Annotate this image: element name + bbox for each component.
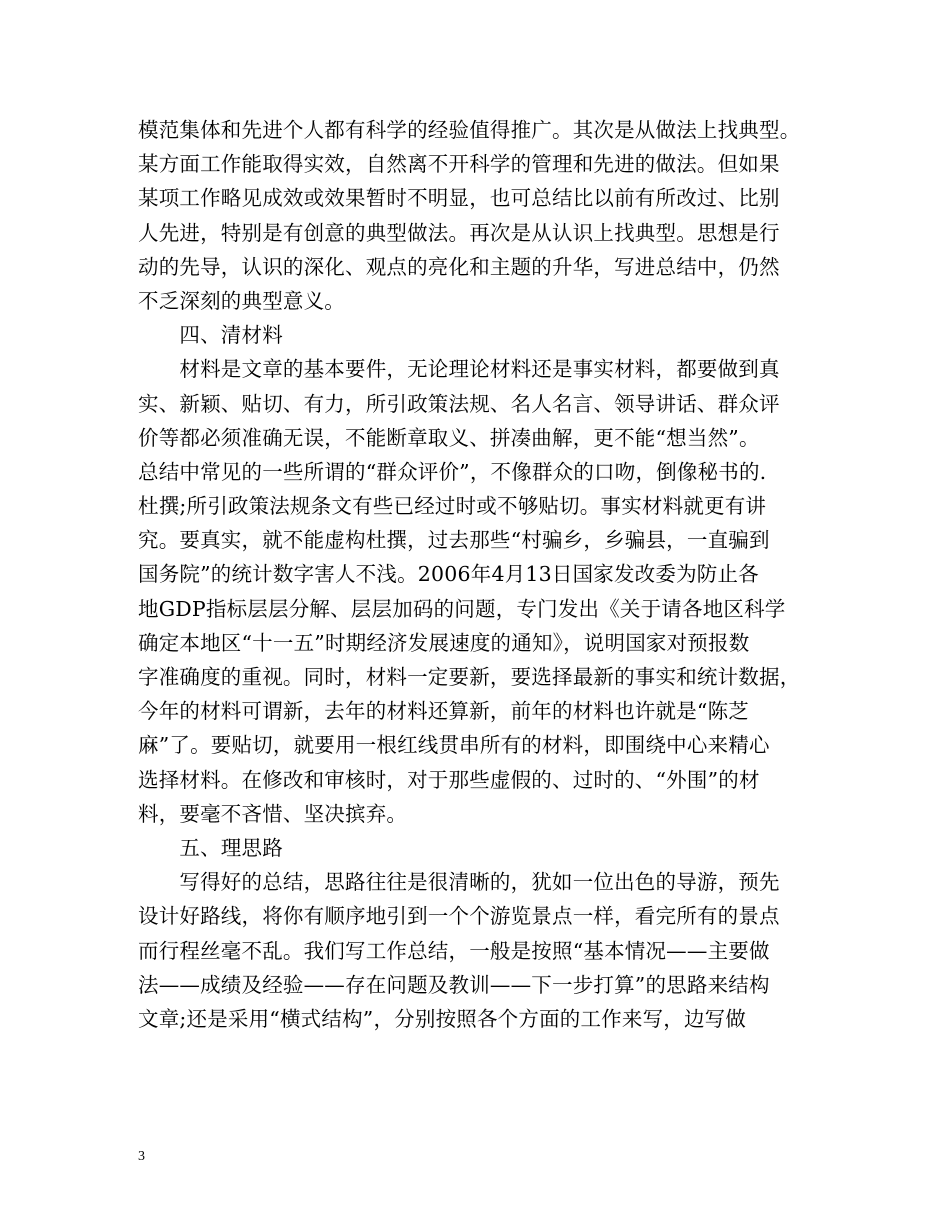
text-line: 设计好路线，将你有顺序地引到一个个游览景点一样，看完所有的景点 — [138, 904, 780, 929]
text-line: 某项工作略见成效或效果暂时不明显，也可总结比以前有所改过、比别 — [138, 186, 780, 211]
text-line: 模范集体和先进个人都有科学的经验值得推广。其次是从做法上找典型。 — [138, 118, 801, 142]
text-line: 价等都必须准确无误，不能断章取义、拼凑曲解，更不能“想当然”。 — [138, 425, 760, 450]
text-line: 人先进，特别是有创意的典型做法。再次是从认识上找典型。思想是行 — [138, 220, 780, 245]
text-line: 究。要真实，就不能虚构杜撰，过去那些“村骗乡，乡骗县，一直骗到 — [138, 528, 770, 553]
page-number: 3 — [138, 1149, 145, 1164]
text-line: 写得好的总结，思路往往是很清晰的，犹如一位出色的导游，预先 — [138, 870, 780, 895]
section-heading: 五、理思路 — [138, 835, 283, 860]
text-line: 动的先导，认识的深化、观点的亮化和主题的升华，写进总结中，仍然 — [138, 254, 780, 279]
text-line: 国务院”的统计数字害人不浅。2006年4月13日国家发改委为防止各 — [138, 562, 759, 587]
text-line: 而行程丝毫不乱。我们写工作总结，一般是按照“基本情况——主要做 — [138, 938, 770, 963]
text-line: 麻”了。要贴切，就要用一根红线贯串所有的材料，即围绕中心来精心 — [138, 733, 770, 758]
text-line: 杜撰;所引政策法规条文有些已经过时或不够贴切。事实材料就更有讲 — [138, 494, 767, 519]
text-line: 字准确度的重视。同时，材料一定要新，要选择最新的事实和统计数据， — [138, 665, 801, 689]
text-line: 文章;还是采用“横式结构”，分别按照各个方面的工作来写，边写做 — [138, 1006, 747, 1031]
document-body — [138, 113, 838, 1036]
text-line: 法——成绩及经验——存在问题及教训——下一步打算”的思路来结构 — [138, 972, 770, 997]
text-line: 材料是文章的基本要件，无论理论材料还是事实材料，都要做到真 — [138, 357, 780, 382]
text-line: 确定本地区“十一五”时期经济发展速度的通知》，说明国家对预报数 — [138, 630, 750, 655]
text-line: 今年的材料可谓新，去年的材料还算新，前年的材料也许就是“陈芝 — [138, 699, 749, 724]
text-line: 不乏深刻的典型意义。 — [138, 288, 345, 313]
text-line: 料，要毫不吝惜、坚决摈弃。 — [138, 801, 408, 826]
text-line: 总结中常见的一些所谓的“群众评价”，不像群众的口吻，倒像秘书的. — [138, 459, 767, 484]
text-line: 地GDP指标层层分解、层层加码的问题，专门发出《关于请各地区科学 — [138, 596, 786, 621]
text-line: 某方面工作能取得实效，自然离不开科学的管理和先进的做法。但如果 — [138, 152, 780, 177]
text-line: 选择材料。在修改和审核时，对于那些虚假的、过时的、“外围”的材 — [138, 767, 760, 792]
section-heading: 四、清材料 — [138, 323, 283, 348]
text-line: 实、新颖、贴切、有力，所引政策法规、名人名言、领导讲话、群众评 — [138, 391, 780, 416]
